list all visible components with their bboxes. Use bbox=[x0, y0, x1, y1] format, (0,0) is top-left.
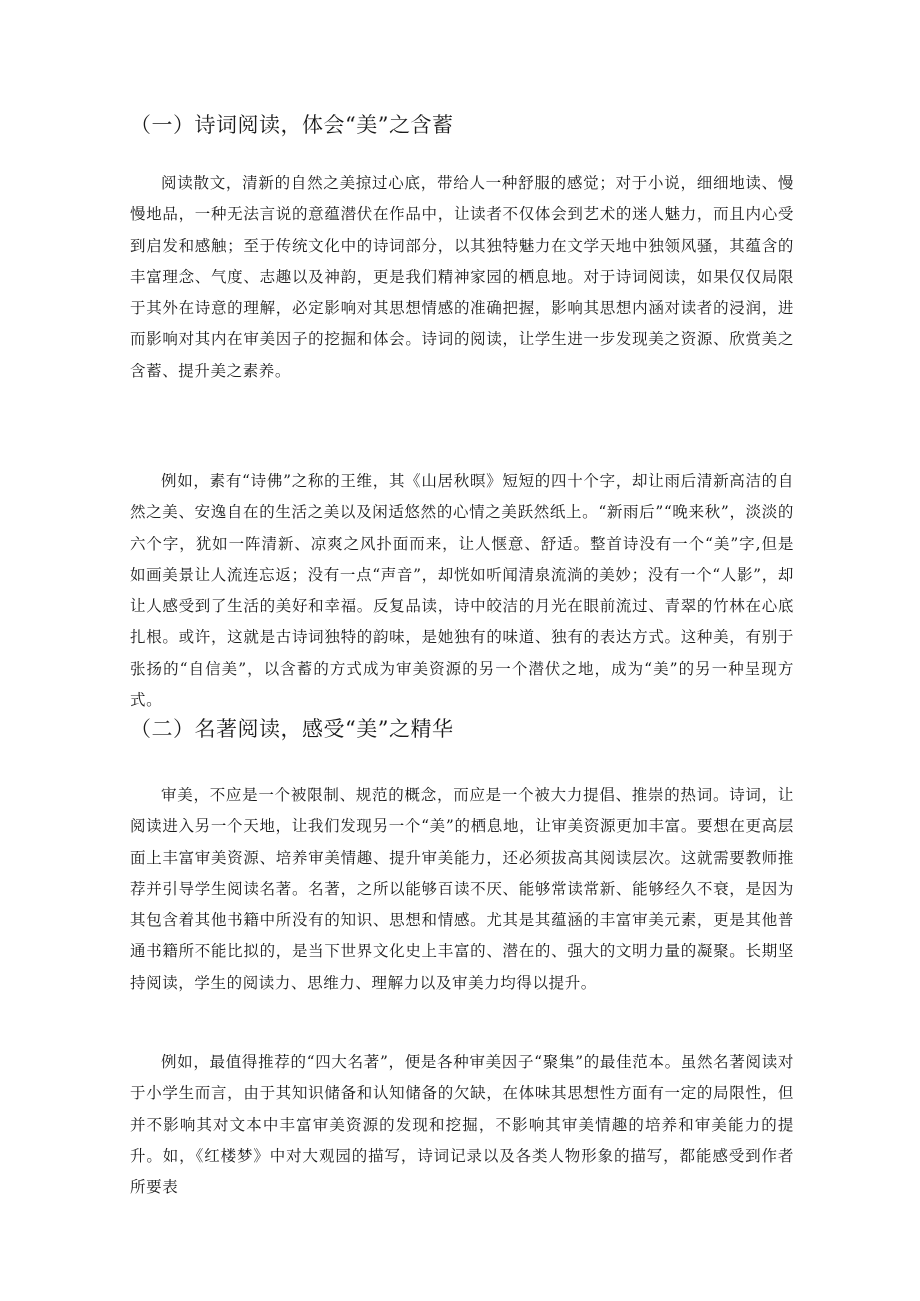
paragraph-prose-poetry-intro: 阅读散文，清新的自然之美掠过心底，带给人一种舒服的感觉；对于小说，细细地读、慢慢地品，一种无法言说的意蕴潜伏在作品中，让读者不仅体会到艺术的迷人魅力，而且内心受到启发和感触；至于传统文化中的诗词部分，以其独特魅力在文学天地中独领风骚，其蕴含的丰富理念、气度、志趣以及神韵，更是我们精神家园的栖息地。对于诗词阅读，如果仅仅局限于其外在诗意的理解，必定影响对其思想情感的准确把握，影响其思想内涵对读者的浸润，进而影响对其内在审美因子的挖掘和体会。诗词的阅读，让学生进一步发现美之资源、欣赏美之含蓄、提升美之素养。 bbox=[130, 174, 794, 380]
paragraph-four-classics-example: 例如，最值得推荐的“四大名著”，便是各种审美因子“聚集”的最佳范本。虽然名著阅读对于小学生而言，由于其知识储备和认知储备的欠缺，在体味其思想性方面有一定的局限性，但并不影响其对文本中丰富审美资源的发现和挖掘，不影响其审美情趣的培养和审美能力的提升。如，《红楼梦》中对大观园的描写，诗词记录以及各类人物形象的描写，都能感受到作者所要表 bbox=[130, 1053, 794, 1197]
paragraph-wangwei-example: 例如，素有“诗佛”之称的王维，其《山居秋暝》短短的四十个字，却让雨后清新高洁的自然之美、安逸自在的生活之美以及闲适悠然的心情之美跃然纸上。“新雨后”“晚来秋”，淡淡的六个字，犹如一阵清新、凉爽之风扑面而来，让人惬意、舒适。整首诗没有一个“美”字,但是如画美景让人流连忘返；没有一点“声音”，却恍如听闻清泉流淌的美妙；没有一个“人影”，却让人感受到了生活的美好和幸福。反复品读，诗中皎洁的月光在眼前流过、青翠的竹林在心底扎根。或许，这就是古诗词独特的韵味，是她独有的味道、独有的表达方式。这种美，有别于张扬的“自信美”，以含蓄的方式成为审美资源的另一个潜伏之地，成为“美”的另一种呈现方式。 bbox=[130, 472, 794, 710]
paragraph-aesthetics-classics: 审美，不应是一个被限制、规范的概念，而应是一个被大力提倡、推崇的热词。诗词，让阅读进入另一个天地，让我们发现另一个“美”的栖息地，让审美资源更加丰富。要想在更高层面上丰富审美资源、培养审美情趣、提升审美能力，还必须拔高其阅读层次。这就需要教师推荐并引导学生阅读名著。名著，之所以能够百读不厌、能够常读常新、能够经久不衰，是因为其包含着其他书籍中所没有的知识、思想和情感。尤其是其蕴涵的丰富审美元素，更是其他普通书籍所不能比拟的，是当下世界文化史上丰富的、潜在的、强大的文明力量的凝聚。长期坚持阅读，学生的阅读力、思维力、理解力以及审美力均得以提升。 bbox=[130, 786, 794, 992]
section-heading-poetry: （一）诗词阅读，体会“美”之含蓄 bbox=[130, 113, 454, 137]
section-heading-classics: （二）名著阅读，感受“美”之精华 bbox=[130, 717, 454, 741]
